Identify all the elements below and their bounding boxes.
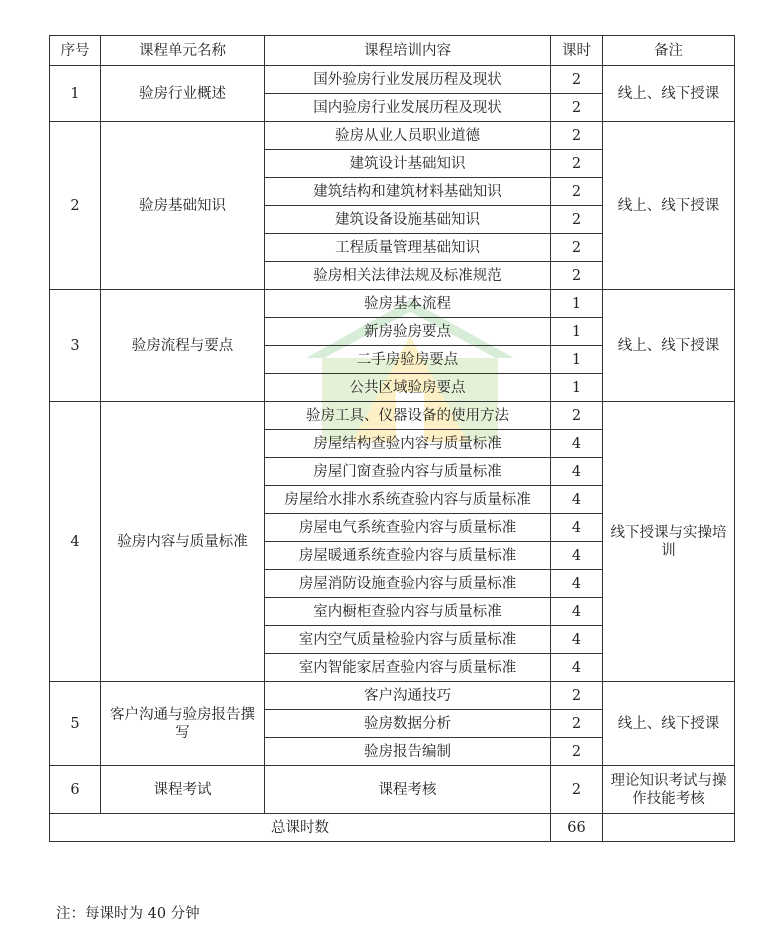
- unit-note: 理论知识考试与操作技能考核: [603, 766, 735, 814]
- training-content: 房屋门窗查验内容与质量标准: [265, 458, 551, 486]
- training-content: 室内橱柜查验内容与质量标准: [265, 598, 551, 626]
- class-hours: 2: [551, 206, 603, 234]
- class-hours: 4: [551, 430, 603, 458]
- training-content: 验房数据分析: [265, 710, 551, 738]
- class-hours: 2: [551, 94, 603, 122]
- class-hours: 4: [551, 486, 603, 514]
- class-hours: 4: [551, 514, 603, 542]
- training-content: 房屋结构查验内容与质量标准: [265, 430, 551, 458]
- class-hours: 2: [551, 738, 603, 766]
- unit-number: 4: [50, 402, 101, 682]
- header-no: 序号: [50, 36, 101, 66]
- training-content: 二手房验房要点: [265, 346, 551, 374]
- training-content: 房屋消防设施查验内容与质量标准: [265, 570, 551, 598]
- header-hours: 课时: [551, 36, 603, 66]
- table-header-row: [50, 36, 735, 66]
- unit-note: 线下授课与实操培训: [603, 402, 735, 682]
- unit-note: 线上、线下授课: [603, 682, 735, 766]
- class-hours: 2: [551, 262, 603, 290]
- total-label: 总课时数: [50, 814, 551, 842]
- table-row: [50, 290, 735, 318]
- training-content: 房屋给水排水系统查验内容与质量标准: [265, 486, 551, 514]
- training-content: 建筑设计基础知识: [265, 150, 551, 178]
- unit-name: 验房流程与要点: [101, 290, 265, 402]
- unit-number: 6: [50, 766, 101, 814]
- total-row: [50, 814, 735, 842]
- unit-number: 3: [50, 290, 101, 402]
- class-hours: 2: [551, 402, 603, 430]
- class-hours: 2: [551, 66, 603, 94]
- unit-note: 线上、线下授课: [603, 122, 735, 290]
- class-hours: 1: [551, 318, 603, 346]
- course-table-body: [50, 66, 735, 814]
- training-content: 室内智能家居查验内容与质量标准: [265, 654, 551, 682]
- class-hours: 2: [551, 122, 603, 150]
- unit-name: 课程考试: [101, 766, 265, 814]
- class-hours: 4: [551, 570, 603, 598]
- table-row: [50, 402, 735, 430]
- training-content: 室内空气质量检验内容与质量标准: [265, 626, 551, 654]
- class-hours: 4: [551, 542, 603, 570]
- training-content: 验房从业人员职业道德: [265, 122, 551, 150]
- training-content: 新房验房要点: [265, 318, 551, 346]
- training-content: 验房报告编制: [265, 738, 551, 766]
- training-content: 客户沟通技巧: [265, 682, 551, 710]
- unit-number: 2: [50, 122, 101, 290]
- training-content: 验房相关法律法规及标准规范: [265, 262, 551, 290]
- training-content: 工程质量管理基础知识: [265, 234, 551, 262]
- unit-name: 验房内容与质量标准: [101, 402, 265, 682]
- total-hours: 66: [551, 814, 603, 842]
- training-content: 验房工具、仪器设备的使用方法: [265, 402, 551, 430]
- training-content: 课程考核: [265, 766, 551, 814]
- training-content: 房屋暖通系统查验内容与质量标准: [265, 542, 551, 570]
- table-row: [50, 766, 735, 814]
- course-table: [49, 35, 735, 842]
- unit-number: 1: [50, 66, 101, 122]
- table-row: [50, 66, 735, 94]
- class-hours: 4: [551, 598, 603, 626]
- table-row: [50, 122, 735, 150]
- training-content: 验房基本流程: [265, 290, 551, 318]
- class-hours: 4: [551, 458, 603, 486]
- unit-note: 线上、线下授课: [603, 66, 735, 122]
- class-hours: 2: [551, 710, 603, 738]
- total-note-empty: [603, 814, 735, 842]
- training-content: 国外验房行业发展历程及现状: [265, 66, 551, 94]
- class-hours: 1: [551, 346, 603, 374]
- unit-name: 客户沟通与验房报告撰写: [101, 682, 265, 766]
- header-note: 备注: [603, 36, 735, 66]
- unit-note: 线上、线下授课: [603, 290, 735, 402]
- header-unit: 课程单元名称: [101, 36, 265, 66]
- footnote: 注：每课时为 40 分钟: [56, 906, 200, 922]
- training-content: 国内验房行业发展历程及现状: [265, 94, 551, 122]
- unit-name: 验房基础知识: [101, 122, 265, 290]
- class-hours: 1: [551, 290, 603, 318]
- training-content: 房屋电气系统查验内容与质量标准: [265, 514, 551, 542]
- class-hours: 2: [551, 178, 603, 206]
- table-row: [50, 682, 735, 710]
- class-hours: 4: [551, 654, 603, 682]
- training-content: 建筑结构和建筑材料基础知识: [265, 178, 551, 206]
- unit-number: 5: [50, 682, 101, 766]
- class-hours: 2: [551, 682, 603, 710]
- class-hours: 4: [551, 626, 603, 654]
- class-hours: 2: [551, 150, 603, 178]
- class-hours: 2: [551, 234, 603, 262]
- class-hours: 2: [551, 766, 603, 814]
- class-hours: 1: [551, 374, 603, 402]
- training-content: 公共区域验房要点: [265, 374, 551, 402]
- header-content: 课程培训内容: [265, 36, 551, 66]
- unit-name: 验房行业概述: [101, 66, 265, 122]
- training-content: 建筑设备设施基础知识: [265, 206, 551, 234]
